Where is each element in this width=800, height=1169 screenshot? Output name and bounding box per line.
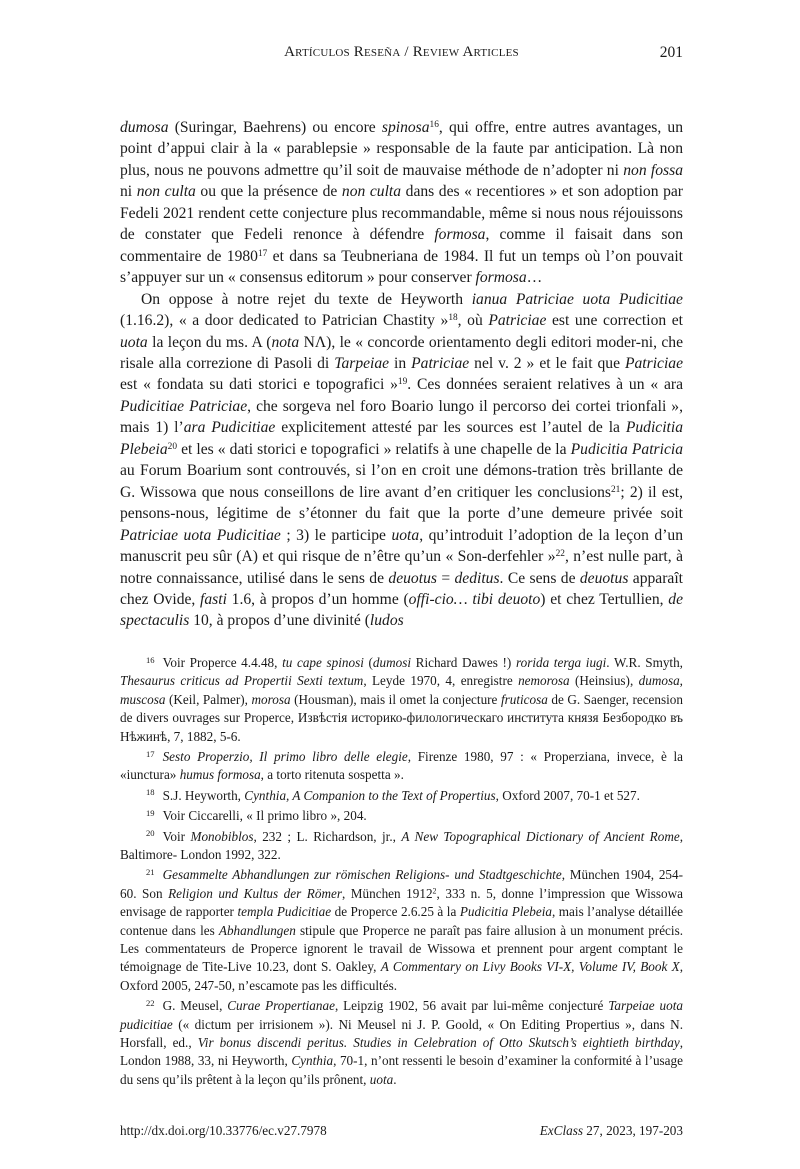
- italic-text: fasti: [200, 590, 227, 608]
- italic-text: deuotus: [579, 569, 629, 587]
- text-run: S.J. Heyworth,: [162, 787, 245, 803]
- text-run: , 333 n. 5, donne l’impression que Wissowa envisage de rapporter: [120, 885, 683, 920]
- footnote-reference[interactable]: 21: [610, 484, 621, 495]
- italic-text: uota: [120, 333, 148, 351]
- italic-text: Thesaurus criticus ad Propertii Sexti textum: [120, 673, 364, 689]
- text-run: . W.R. Smyth,: [606, 654, 683, 670]
- italic-text: A New Topographical Dictionary of Ancient Rome: [401, 828, 680, 844]
- text-run: in: [389, 354, 412, 372]
- text-run: la leçon du ms. A (: [147, 333, 272, 351]
- italic-text: humus formosa: [179, 767, 261, 783]
- text-run: ) et chez Tertullien,: [540, 590, 669, 608]
- italic-text: deuotus: [388, 569, 437, 587]
- italic-text: offi-cio… tibi deuoto: [408, 590, 541, 608]
- text-run: (1.16.2), « a door dedicated to Patrician Chastity »: [120, 312, 449, 330]
- italic-text: Abhandlungen: [218, 922, 296, 938]
- text-run: Richard Dawes !): [411, 654, 516, 670]
- text-run: 10, à propos d’une divinité (: [189, 612, 370, 630]
- text-run: , London 1988, 33, ni Heyworth,: [120, 1035, 684, 1069]
- text-run: , München 1912: [341, 885, 433, 901]
- italic-text: fruticosa: [500, 691, 548, 707]
- footnote-number: 22: [146, 997, 155, 1008]
- text-run: , Leyde 1970, 4, enregistre: [363, 673, 519, 689]
- footnote-number: 19: [146, 807, 155, 818]
- text-run: =: [436, 569, 455, 587]
- italic-text: de spectaculis: [120, 590, 683, 630]
- italic-text: Patriciae: [624, 354, 683, 372]
- italic-text: muscosa: [120, 691, 166, 707]
- italic-text: tu cape spinosi: [282, 654, 364, 670]
- text-run: (« dictum per irrisionem »). Ni Meusel ni J. P. Goold, « On Editing Propertius », dans N. Horsfall, ed.,: [120, 1016, 683, 1050]
- doi-link[interactable]: http://dx.doi.org/10.33776/ec.v27.7978: [120, 1123, 327, 1139]
- italic-text: Monobiblos: [190, 828, 254, 844]
- footnote-reference[interactable]: 2: [432, 886, 437, 896]
- text-run: On oppose à notre rejet du texte de Heyworth: [141, 290, 472, 308]
- italic-text: dumosa: [120, 119, 169, 136]
- footnote: [120, 654, 683, 746]
- volume-pages: 27, 2023, 197-203: [582, 1123, 683, 1139]
- italic-text: Tarpeiae: [334, 354, 390, 372]
- footnotes: [120, 654, 683, 1089]
- text-run: et dans sa Teubneriana de 1984. Il fut un temps où l’on pouvait s’appuyer sur un « consensus editorum » pour conserver: [120, 247, 683, 287]
- text-run: de Properce 2.6.25 à la: [331, 904, 460, 920]
- italic-text: Tarpeiae uota pudicitiae: [120, 998, 683, 1032]
- page-number: 201: [659, 44, 683, 61]
- footnote: [120, 828, 683, 865]
- italic-text: spinosa: [381, 119, 430, 136]
- text-run: , Oxford 2007, 70-1 et 527.: [495, 787, 640, 803]
- text-run: , che sorgeva nel foro Boario lungo il percorso dei cortei trionfali », mais 1) l’: [120, 397, 683, 437]
- italic-text: ianua Patriciae uota Pudicitiae: [471, 290, 683, 308]
- footnote-reference[interactable]: 19: [397, 377, 408, 388]
- text-run: , Baltimore- London 1992, 322.: [120, 828, 683, 862]
- text-run: , où: [457, 312, 489, 330]
- text-run: , Leipzig 1902, 56 avait par lui-même conjecturé: [334, 998, 609, 1014]
- main-text: [120, 117, 683, 632]
- text-run: NΛ), le « concorde orientamento degli editori moder-ni, che risale alla correzione di Pasoli di: [120, 333, 683, 372]
- italic-text: Cynthia, A Companion to the Text of Propertius: [244, 787, 496, 803]
- text-run: apparaît chez Ovide,: [120, 569, 683, 608]
- text-run: 1.6, à propos d’un homme (: [226, 590, 409, 608]
- page-footer: [120, 1123, 683, 1139]
- footnote-reference[interactable]: 18: [448, 312, 458, 323]
- text-run: (Heinsius),: [569, 673, 639, 689]
- italic-text: uota: [391, 526, 420, 544]
- text-run: , 232 ; L. Richardson, jr.,: [253, 828, 402, 844]
- italic-text: Pudicitia Patricia: [570, 440, 683, 458]
- footnote-reference[interactable]: 22: [555, 548, 565, 559]
- journal-citation: [540, 1123, 683, 1139]
- italic-text: Gesammelte Abhandlungen zur römischen Religions- und Stadtgeschichte: [162, 867, 562, 883]
- running-header: [120, 44, 683, 66]
- text-run: nel v. 2 » et le fait que: [469, 354, 625, 372]
- italic-text: Patriciae: [411, 354, 470, 372]
- text-run: , mais l’analyse détaillée contenue dans les: [120, 904, 683, 938]
- text-run: , qui offre, entre autres avantages, un point d’appui clair à la « parablepsie » responsable de la faute par anticipation. Là non plus, nous ne pouvons admettre qu’il soit de mauvaise méthode de n’adopter ni: [120, 119, 683, 179]
- text-run: (Keil, Palmer),: [165, 691, 252, 707]
- italic-text: Patriciae: [488, 312, 547, 330]
- italic-text: non culta: [136, 183, 196, 201]
- italic-text: Sesto Properzio, Il primo libro delle elegie: [162, 748, 408, 764]
- italic-text: nota: [271, 333, 300, 351]
- italic-text: Pudicitiae Patriciae: [120, 397, 248, 415]
- paragraph: [120, 117, 683, 289]
- text-run: , a torto ritenuta sospetta ».: [260, 767, 404, 783]
- italic-text: non culta: [341, 183, 402, 201]
- page: [120, 0, 683, 1169]
- footnote-number: 16: [146, 654, 155, 665]
- footnote-reference[interactable]: 16: [429, 119, 439, 130]
- text-run: au Forum Boarium sont controuvés, si l’on en croit une démons-tration très brillante de G. Wissowa que nous conseillons de lire avant d’en critiquer les conclusions: [120, 462, 683, 501]
- italic-text: Cynthia: [291, 1053, 334, 1069]
- text-run: de G. Saenger, recension de divers ouvrages sur Properce, Извѣстія историко-филологическаго института князя Безбородко въ Нѣжинѣ, 7, 1882, 5-6.: [120, 691, 683, 744]
- italic-text: deditus: [454, 569, 500, 587]
- text-run: et les « dati storici e topografici » relatifs à une chapelle de la: [177, 440, 571, 458]
- text-run: , Oxford 2005, 247-50, n’escamote pas les difficultés.: [120, 959, 683, 993]
- italic-text: ludos: [369, 612, 404, 630]
- footnote-number: 18: [146, 787, 155, 798]
- italic-text: formosa: [475, 269, 527, 287]
- footnote-number: 21: [146, 867, 155, 878]
- text-run: (Suringar, Baehrens) ou encore: [168, 119, 382, 136]
- italic-text: Religion und Kultus der Römer: [168, 885, 342, 901]
- footnote: [120, 787, 683, 805]
- text-run: G. Meusel,: [162, 998, 228, 1014]
- footnote: [120, 866, 683, 995]
- footnote-reference[interactable]: 20: [167, 441, 177, 452]
- italic-text: dumosi: [372, 654, 412, 670]
- footnote: [120, 748, 683, 785]
- text-run: ou que la présence de: [195, 183, 342, 201]
- text-run: , qu’introduit l’adoption de la leçon d’un manuscrit peu sûr (A) et qui risque de n’être qu’un « Son-derfehler »: [120, 526, 683, 566]
- text-run: est « fondata su dati storici e topografici »: [120, 376, 398, 394]
- text-run: ni: [120, 183, 137, 201]
- footnote: [120, 807, 683, 825]
- italic-text: Pudicitia Plebeia: [459, 904, 552, 920]
- text-run: explicitement attesté par les sources est l’autel de la: [275, 419, 626, 437]
- text-run: (Housman), mais il omet la conjecture: [290, 691, 501, 707]
- text-run: …: [526, 269, 543, 287]
- text-run: Voir Properce 4.4.48,: [162, 654, 283, 670]
- italic-text: Pudicitia Plebeia: [120, 419, 683, 458]
- text-run: ; 3) le participe: [280, 526, 392, 544]
- italic-text: uota: [369, 1071, 394, 1087]
- text-run: Voir Ciccarelli, « Il primo libro », 204.: [162, 808, 367, 824]
- text-run: . Ce sens de: [499, 569, 580, 587]
- italic-text: A Commentary on Livy Books VI-X, Volume IV, Book X: [380, 959, 680, 975]
- italic-text: ara Pudicitiae: [183, 419, 276, 437]
- text-run: .: [393, 1071, 397, 1087]
- text-run: (: [363, 654, 373, 670]
- italic-text: Curae Propertianae: [227, 998, 335, 1014]
- text-run: dans des « recentiores » et son adoption par Fedeli 2021 rendent cette conjecture plus recommandable, même si nous nous réjouissons de constater que Fedeli renonce à défendre: [120, 183, 683, 244]
- italic-text: templa Pudicitiae: [237, 904, 332, 920]
- text-run: , Firenze 1980, 97 : « Properziana, invece, è la «iunctura»: [120, 748, 683, 783]
- journal-name: ExClass: [539, 1123, 583, 1139]
- text-run: Voir: [162, 828, 191, 844]
- text-run: est une correction et: [546, 312, 684, 330]
- paragraph: [120, 289, 683, 632]
- italic-text: morosa: [251, 691, 291, 707]
- italic-text: nemorosa: [518, 673, 570, 689]
- italic-text: non fossa: [623, 161, 683, 179]
- footnote: [120, 997, 683, 1089]
- footnote-number: 17: [146, 748, 155, 759]
- footnote-number: 20: [146, 828, 155, 839]
- running-title: Artículos Reseña / Review Articles: [284, 44, 519, 60]
- text-run: , 70-1, n’ont ressenti le besoin d’examiner la conformité à l’usage du sens qu’ils prêtent à la leçon qu’ils prônent,: [120, 1053, 683, 1087]
- text-run: ,: [679, 673, 683, 689]
- text-run: , München 1904, 254-60. Son: [120, 867, 683, 901]
- italic-text: formosa: [434, 226, 486, 244]
- italic-text: dumosa: [638, 673, 680, 689]
- footnote-reference[interactable]: 17: [257, 248, 268, 259]
- text-run: , comme il faisait dans son commentaire de 1980: [120, 226, 683, 265]
- italic-text: rorida terga iugi: [515, 654, 607, 670]
- text-run: stipule que Properce ne paraît pas faire allusion à un monument précis. Les commentateurs de Properce ignorent le travail de Wissowa et prennent pour argent comptant le témoignage de Tite-Live 10.23, dont S. Oakley,: [120, 922, 684, 975]
- text-run: , n’est nulle part, à notre connaissance, utilisé dans le sens de: [120, 548, 683, 587]
- italic-text: Vir bonus discendi peritus. Studies in Celebration of Otto Skutsch’s eightieth birthday: [197, 1035, 680, 1050]
- text-run: . Ces données seraient relatives à un « ara: [407, 376, 684, 394]
- text-run: ; 2) il est, pensons-nous, légitime de s’étonner du fait que la porte d’une demeure privée soit: [120, 483, 684, 523]
- italic-text: Patriciae uota Pudicitiae: [120, 526, 281, 544]
